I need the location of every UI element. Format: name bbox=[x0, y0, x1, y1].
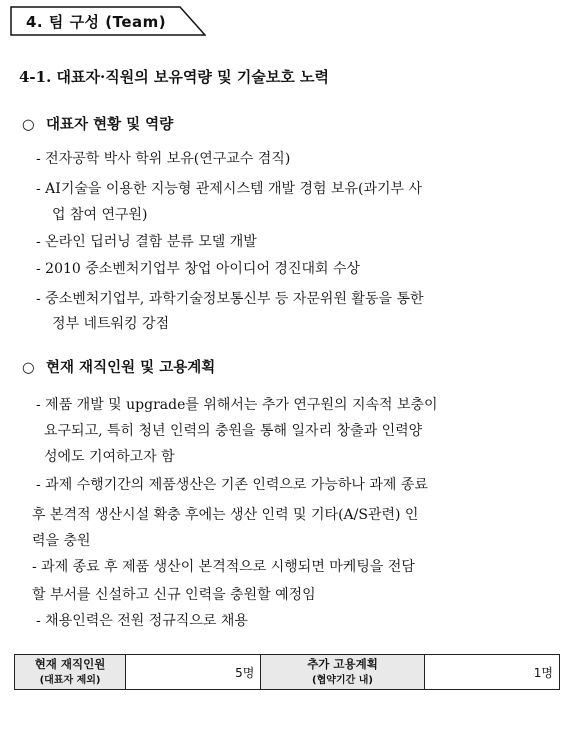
current-staff-sublabel: (대표자 제외) bbox=[39, 674, 101, 686]
staff-line-1: - 제품 개발 및 upgrade를 위해서는 추가 연구원의 지속적 보충이 bbox=[36, 397, 438, 413]
bullet-circle-icon: ○ bbox=[22, 117, 35, 133]
staff-line-4: - 과제 수행기간의 제품생산은 기존 인력으로 가능하나 과제 종료 bbox=[36, 477, 428, 493]
current-staff-label: 현재 재직인원 bbox=[34, 656, 106, 671]
ceo-item-1: - 전자공학 박사 학위 보유(연구교수 겸직) bbox=[36, 151, 291, 167]
staff-heading bbox=[22, 356, 215, 377]
ceo-heading bbox=[22, 113, 173, 134]
staff-line-5: 후 본격적 생산시설 확충 후에는 생산 인력 및 기타(A/S관련) 인 bbox=[32, 507, 419, 523]
hiring-plan-value: 1명 bbox=[424, 655, 559, 690]
hiring-plan-label: 추가 고용계획 bbox=[307, 656, 378, 671]
staff-line-3: 성에도 기여하고자 함 bbox=[44, 449, 175, 465]
ceo-item-2: - AI기술을 이용한 지능형 관제시스템 개발 경험 보유(과기부 사 bbox=[36, 181, 423, 197]
staff-line-8: 할 부서를 신설하고 신규 인력을 충원할 예정임 bbox=[32, 587, 316, 603]
ceo-item-3: - 온라인 딥러닝 결함 분류 모델 개발 bbox=[36, 234, 257, 250]
current-staff-header bbox=[15, 655, 126, 690]
staff-line-9: - 채용인력은 전원 정규직으로 채용 bbox=[36, 613, 248, 629]
staff-heading-text: 현재 재직인원 및 고용계획 bbox=[46, 359, 216, 376]
bullet-circle-icon: ○ bbox=[22, 360, 35, 376]
ceo-heading-text: 대표자 현황 및 역량 bbox=[46, 116, 174, 133]
section-title: 4. 팀 구성 (Team) bbox=[26, 13, 167, 31]
staff-line-6: 력을 충원 bbox=[32, 533, 91, 549]
staff-line-2: 요구되고, 특히 청년 인력의 충원을 통해 일자리 창출과 인력양 bbox=[44, 423, 423, 439]
current-staff-value: 5명 bbox=[126, 655, 261, 690]
table-row bbox=[15, 655, 560, 690]
staff-line-7: - 과제 종료 후 제품 생산이 본격적으로 시행되면 마케팅을 전담 bbox=[32, 559, 415, 575]
ceo-item-5-cont: 정부 네트워킹 강점 bbox=[52, 316, 170, 332]
staffing-table bbox=[14, 654, 560, 690]
hiring-plan-header bbox=[261, 655, 424, 690]
ceo-item-2-cont: 업 참여 연구원) bbox=[52, 207, 148, 223]
section-title-box bbox=[10, 6, 206, 36]
ceo-item-4: - 2010 중소벤처기업부 창업 아이디어 경진대회 수상 bbox=[36, 261, 361, 277]
hiring-plan-sublabel: (협약기간 내) bbox=[312, 674, 373, 686]
subsection-title: 4-1. 대표자·직원의 보유역량 및 기술보호 노력 bbox=[19, 68, 329, 86]
ceo-item-5: - 중소벤처기업부, 과학기술정보통신부 등 자문위원 활동을 통한 bbox=[36, 291, 424, 307]
